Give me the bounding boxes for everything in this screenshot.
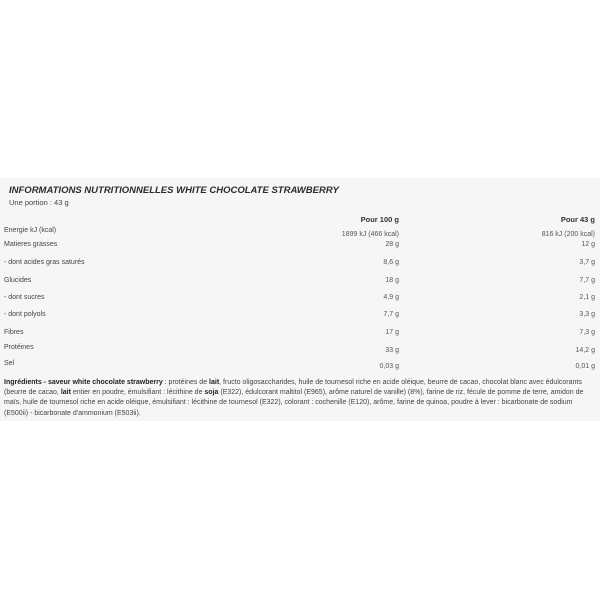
ingredients-text-part: , fructo oligosaccharides, huile de tournesol riche en acide oléique, beurre de cacao, chocolat blanc avec édulcorants (beurre de cacao,	[4, 379, 582, 397]
row-label: Sel	[4, 360, 15, 367]
allergen-soy: soja	[204, 389, 219, 397]
ingredients-heading: Ingrédients - saveur white chocolate strawberry	[4, 379, 163, 386]
row-value-per-portion: 3,3 g	[579, 311, 595, 318]
nutrition-panel	[0, 178, 600, 421]
row-value-per-portion: 12 g	[581, 241, 595, 248]
allergen-milk: lait	[209, 379, 220, 386]
row-label: - dont sucres	[4, 294, 45, 301]
row-value-per-portion: 14,2 g	[575, 347, 595, 354]
ingredients-text-part: entier en poudre, émulsifiant : lécithine de	[70, 389, 205, 397]
row-label: - dont polyols	[4, 311, 46, 318]
row-value-per-portion: 7,3 g	[579, 329, 595, 336]
row-label: Protéines	[4, 344, 34, 351]
row-value-per-portion: 0,01 g	[575, 363, 595, 370]
row-value-per-100g: 18 g	[385, 277, 399, 284]
row-value-per-portion: 7,7 g	[579, 277, 595, 284]
row-value-per-100g: 7,7 g	[383, 311, 399, 318]
ingredients-text-part: : protéines de	[162, 379, 210, 386]
nutrition-title: INFORMATIONS NUTRITIONNELLES WHITE CHOCOLATE STRAWBERRY	[9, 185, 339, 196]
row-value-per-100g: 33 g	[385, 347, 399, 354]
ingredients-text-part: (E322), édulcorant maltitol (E965), arôme naturel de vanille) (8%), farine de riz, fécule de pomme de terre, amidon de maïs, huile de tournesol riche en acide oléique, émulsifiant : lécithine de tournesol (E322), colorant : cochenille (E120), arôme, farine de quinoa, poudre à lever : bicarbonate de sodium (E500ii) - bicarbonate d'ammonium (E503ii).	[4, 389, 584, 417]
row-value-per-100g: 4,9 g	[383, 294, 399, 301]
ingredients-text	[4, 378, 596, 419]
allergen-milk: lait	[60, 389, 71, 397]
row-label: Energie kJ (kcal)	[4, 227, 57, 234]
row-label: Fibres	[4, 329, 24, 336]
column-header-per-100g: Pour 100 g	[360, 215, 399, 224]
row-value-per-portion: 2,1 g	[579, 294, 595, 301]
column-header-per-portion: Pour 43 g	[560, 215, 595, 224]
row-value-per-100g: 8,6 g	[383, 259, 399, 266]
row-value-per-100g: 0,03 g	[379, 363, 399, 370]
row-label: - dont acides gras saturés	[4, 259, 85, 266]
row-value-per-portion: 3,7 g	[579, 259, 595, 266]
row-label: Matieres grasses	[4, 241, 58, 248]
row-value-per-100g: 28 g	[385, 241, 399, 248]
row-value-per-100g: 17 g	[385, 329, 399, 336]
row-value-per-portion: 816 kJ (200 kcal)	[541, 231, 595, 238]
row-label: Glucides	[4, 277, 32, 284]
portion-size: Une portion : 43 g	[9, 198, 69, 207]
row-value-per-100g: 1899 kJ (466 kcal)	[341, 231, 399, 238]
